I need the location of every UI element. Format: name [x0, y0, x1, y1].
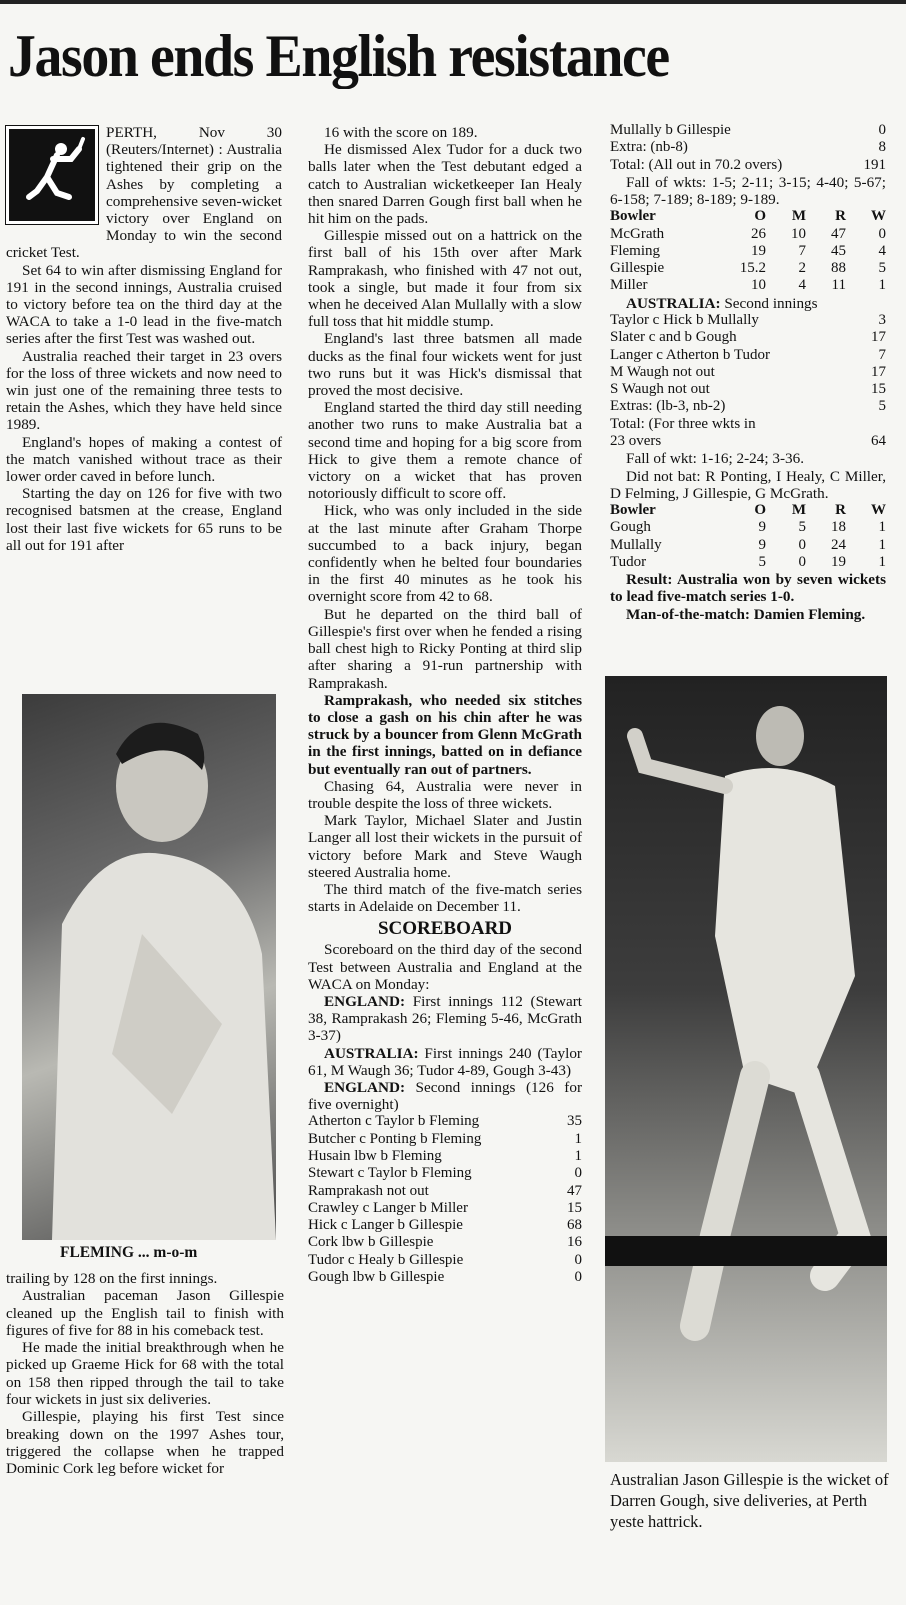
table-row	[610, 416, 886, 433]
paragraph: He made the initial breakthrough when he picked up Graeme Hick for 68 with the total on 158 then ripped through the tail to take four wickets in just six deliveries.	[6, 1339, 284, 1409]
table-row	[308, 1183, 582, 1200]
team-label: ENGLAND:	[324, 1078, 406, 1096]
total-overs: 23 overs	[610, 433, 662, 450]
column-header: M	[791, 208, 806, 225]
column-header: O	[754, 208, 766, 225]
table-row	[610, 226, 886, 243]
bowling-figure: 19	[831, 553, 846, 570]
bowling-figure: 26	[751, 225, 766, 242]
paragraph: But he departed on the third ball of Gillespie's first over when he fended a rising ball chest high to Ricky Ponting at third slip after sharing a 91-run partnership with Ramprakash.	[308, 605, 582, 692]
bowling-figure: 47	[831, 225, 846, 242]
bowling-figure: 15.2	[739, 260, 766, 277]
table-row	[610, 554, 886, 571]
table-row	[610, 381, 886, 398]
article-column-1	[6, 124, 282, 554]
batsman-dismissal: Cork lbw b Gillespie	[308, 1234, 434, 1251]
table-row	[308, 1252, 582, 1269]
bowling-figure: 9	[758, 536, 766, 553]
fall-of-wickets: Fall of wkt: 1-16; 2-24; 3-36.	[626, 450, 805, 468]
bowling-figure: 1	[878, 553, 886, 570]
table-row	[308, 1217, 582, 1234]
bowling-figure: 0	[798, 553, 806, 570]
bowling-figure: 0	[798, 536, 806, 553]
table-row	[610, 122, 886, 139]
batsman-dismissal: M Waugh not out	[610, 363, 715, 380]
article-column-2	[308, 124, 582, 1286]
batsman-dismissal: Husain lbw b Fleming	[308, 1147, 442, 1164]
paragraph: England's last three batsmen all made ducks as the final four wickets went for just two runs but it was Hick's dismissal that proved the most decisive.	[308, 330, 582, 400]
fleming-photo	[22, 694, 276, 1240]
bowler-name: McGrath	[610, 225, 665, 242]
batsman-runs: 0	[878, 122, 886, 138]
bowling-figure: 1	[878, 519, 886, 536]
batsman-runs: 16	[567, 1234, 582, 1251]
column-header: Bowler	[610, 208, 656, 225]
bowler-name: Miller	[610, 277, 648, 294]
batsman-dismissal: Butcher c Ponting b Fleming	[308, 1130, 482, 1147]
england-first-innings	[308, 993, 582, 1045]
batsman-dismissal: Total: (All out in 70.2 overs)	[610, 156, 783, 173]
article-column-1-continued	[6, 1270, 284, 1478]
table-row	[610, 398, 886, 415]
column-header: R	[835, 501, 846, 518]
table-row	[610, 347, 886, 364]
australia-batting-table	[610, 312, 886, 450]
batsman-runs: 0	[574, 1251, 582, 1268]
england-bowling-table	[610, 502, 886, 571]
paragraph: The third match of the five-match series starts in Adelaide on December 11.	[308, 880, 582, 916]
table-row	[308, 1200, 582, 1217]
column-header: Bowler	[610, 501, 656, 518]
top-rule	[0, 0, 906, 4]
cricket-batsman-icon	[6, 126, 98, 224]
bowling-figure: 5	[798, 519, 806, 536]
bowling-figure: 10	[751, 277, 766, 294]
batsman-runs: 35	[567, 1113, 582, 1130]
table-row	[308, 1148, 582, 1165]
table-row	[610, 519, 886, 536]
batsman-runs: 7	[878, 346, 886, 363]
bowling-figure: 1	[878, 536, 886, 553]
paragraph: Ramprakash, who needed six stitches to close a gash on his chin after he was struck by a bouncer from Glenn McGrath in the first innings, batted on in defiance but eventually ran out of partners.	[308, 691, 582, 778]
bowler-name: Gough	[610, 519, 651, 536]
match-result: Result: Australia won by seven wickets to lead five-match series 1-0.	[610, 571, 886, 606]
bowling-figure: 9	[758, 519, 766, 536]
team-label: ENGLAND:	[324, 992, 406, 1010]
batsman-dismissal: Extras: (lb-3, nb-2)	[610, 398, 726, 415]
batsman-dismissal: Crawley c Langer b Miller	[308, 1199, 468, 1216]
table-row	[610, 433, 886, 450]
paragraph: Mark Taylor, Michael Slater and Justin Langer all lost their wickets in the pursuit of victory before Mark and Steve Waugh steered Australia home.	[308, 812, 582, 881]
scoreboard-heading: SCOREBOARD	[377, 918, 513, 940]
column-header: O	[754, 501, 766, 518]
total-label: Total: (For three wkts in	[610, 415, 756, 432]
scoreboard-intro: Scoreboard on the third day of the second Test between Australia and England at the WACA on Monday:	[308, 941, 582, 993]
paragraph: 16 with the score on 189.	[324, 124, 478, 141]
bowling-figure: 2	[798, 260, 806, 277]
paragraph: Starting the day on 126 for five with two recognised batsmen at the crease, England lost their last five wickets for 65 runs to be all out for 191 after	[6, 485, 282, 554]
table-row	[610, 157, 886, 174]
bowling-figure: 45	[831, 242, 846, 259]
table-row	[308, 1234, 582, 1251]
batsman-dismissal: Langer c Atherton b Tudor	[610, 346, 770, 363]
photo-caption-left: FLEMING ... m-o-m	[60, 1244, 198, 1261]
batsman-runs: 3	[878, 311, 886, 328]
batsman-runs: 15	[567, 1199, 582, 1216]
bowling-figure: 5	[758, 553, 766, 570]
photo-caption-right: Australian Jason Gillespie is the wicket of Darren Gough, sive deliveries, at Perth yeste hattrick.	[610, 1470, 889, 1531]
team-label: AUSTRALIA:	[324, 1044, 419, 1062]
batsman-runs: 15	[871, 381, 886, 398]
bowling-figure: 5	[878, 260, 886, 277]
table-row	[308, 1165, 582, 1182]
batsman-dismissal: Mullally b Gillespie	[610, 122, 731, 138]
innings-summary: First innings 112 (Stewart 38, Ramprakash 26; Fleming 5-46, McGrath 3-37)	[308, 992, 582, 1045]
innings-summary: Second innings (126 for five overnight)	[308, 1078, 582, 1114]
column-header: W	[871, 208, 886, 225]
did-not-bat: Did not bat: R Ponting, I Healy, C Miller, D Felming, J Gillespie, G McGrath.	[610, 467, 886, 502]
batsman-dismissal: Atherton c Taylor b Fleming	[308, 1113, 480, 1130]
dateline-paragraph: PERTH, Nov 30 (Reuters/Internet) : Australia tightened their grip on the Ashes by completing a comprehensive seven-wicket victory over England on Monday to win the second cricket Test.	[6, 124, 282, 262]
australia-first-innings	[308, 1045, 582, 1079]
bowling-figure: 18	[831, 519, 846, 536]
table-row	[610, 329, 886, 346]
batsman-runs: 191	[863, 156, 886, 173]
batsman-runs: 68	[567, 1217, 582, 1234]
article-column-3	[610, 122, 886, 623]
bowling-figure: 0	[878, 225, 886, 242]
gillespie-photo	[605, 676, 887, 1462]
australia-bowling-table	[610, 208, 886, 294]
column-header: R	[835, 208, 846, 225]
team-label: AUSTRALIA:	[626, 294, 721, 312]
batsman-runs: 47	[567, 1182, 582, 1199]
batsman-runs: 0	[574, 1165, 582, 1182]
bowler-name: Gillespie	[610, 260, 665, 277]
fall-of-wickets: Fall of wkts: 1-5; 2-11; 3-15; 4-40; 5-67; 6-158; 7-189; 8-189; 9-189.	[610, 173, 886, 209]
total-runs: 64	[871, 433, 886, 450]
paragraph: Hick, who was only included in the side at the last minute after Graham Thorpe succumbed to a back injury, began confidently when he belted four boundaries in the first 40 minutes as he took his overnight score from 42 to 68.	[308, 502, 582, 606]
table-row	[308, 1131, 582, 1148]
batsman-runs: 8	[878, 139, 886, 156]
batsman-dismissal: Stewart c Taylor b Fleming	[308, 1165, 472, 1182]
bowling-figure: 4	[878, 242, 886, 259]
table-row	[610, 139, 886, 156]
paragraph: Gillespie, playing his first Test since breaking down on the 1997 Ashes tour, triggered the collapse when he trapped Dominic Cork leg before wicket for	[6, 1408, 284, 1478]
bowling-figure: 4	[798, 277, 806, 294]
table-row	[610, 364, 886, 381]
england-second-innings	[308, 1079, 582, 1113]
batsman-dismissal: Gough lbw b Gillespie	[308, 1269, 445, 1286]
table-row	[308, 1269, 582, 1286]
paragraph: England started the third day still needing another two runs to make Australia bat a second time and hoping for a big score from Hick to give them a remote chance of victory on a wicket that has proven notoriously difficult to score off.	[308, 399, 582, 503]
batsman-dismissal: Extra: (nb-8)	[610, 139, 688, 156]
paragraph: Australia reached their target in 23 overs for the loss of three wickets and now need to win just one of the remaining three tests to retain the Ashes, which they have held since 1989.	[6, 347, 282, 434]
bowling-figure: 88	[831, 260, 846, 277]
bowling-figure: 1	[878, 277, 886, 294]
batsman-runs: 1	[574, 1130, 582, 1147]
paragraph: Chasing 64, Australia were never in trouble despite the loss of three wickets.	[308, 777, 582, 812]
table-row	[610, 537, 886, 554]
table-row	[610, 312, 886, 329]
innings-summary: First innings 240 (Taylor 61, M Waugh 36; Tudor 4-89, Gough 3-43)	[308, 1044, 582, 1079]
paragraph: Set 64 to win after dismissing England for 191 in the second innings, Australia cruised to victory before tea on the third day at the WACA to take a 1-0 lead in the five-match series after the first Test was washed out.	[6, 261, 282, 348]
batsman-dismissal: Hick c Langer b Gillespie	[308, 1217, 463, 1234]
batsman-dismissal: Ramprakash not out	[308, 1182, 429, 1199]
batsman-dismissal: Taylor c Hick b Mullally	[610, 311, 759, 328]
batsman-runs: 0	[574, 1269, 582, 1286]
table-row	[610, 277, 886, 294]
paragraph: Australian paceman Jason Gillespie cleaned up the English tail to finish with figures of five for 88 in his comeback test.	[6, 1287, 284, 1339]
table-row	[308, 1113, 582, 1130]
table-row	[610, 243, 886, 260]
paragraph: He dismissed Alex Tudor for a duck two balls later when the Test debutant edged a catch to Australian wicketkeeper Ian Healy then snared Darren Gough first ball when he hit him on the pads.	[308, 141, 582, 228]
batsman-dismissal: S Waugh not out	[610, 381, 710, 398]
man-of-the-match: Man-of-the-match: Damien Fleming.	[626, 605, 866, 623]
column-header: M	[791, 501, 806, 518]
table-row	[610, 260, 886, 277]
batsman-runs: 1	[574, 1147, 582, 1164]
england-batting-table	[308, 1113, 582, 1286]
batsman-runs: 17	[871, 329, 886, 346]
england-batting-table-continued	[610, 122, 886, 174]
paragraph: Gillespie missed out on a hattrick on the first ball of his 15th over after Mark Ramprakash, who finished with 47 not out, took a single, but made it four from six when he deceived Alan Mullally with a slow full toss that hit middle stump.	[308, 227, 582, 331]
bowling-figure: 24	[831, 536, 846, 553]
paragraph: England's hopes of making a contest of the match vanished without trace as their lower order caved in before lunch.	[6, 433, 282, 486]
column-header: W	[871, 501, 886, 518]
innings-summary: Second innings	[720, 294, 818, 312]
headline: Jason ends English resistance	[8, 23, 669, 89]
bowler-name: Tudor	[610, 553, 647, 570]
paragraph: trailing by 128 on the first innings.	[6, 1270, 218, 1287]
batsman-runs: 17	[871, 363, 886, 380]
batsman-dismissal: Slater c and b Gough	[610, 329, 737, 346]
batsman-runs: 5	[878, 398, 886, 415]
bowler-name: Mullally	[610, 536, 662, 553]
bowling-figure: 19	[751, 242, 766, 259]
batsman-dismissal: Tudor c Healy b Gillespie	[308, 1251, 464, 1268]
bowler-name: Fleming	[610, 242, 661, 259]
bowling-figure: 10	[791, 225, 806, 242]
bowling-figure: 7	[798, 242, 806, 259]
bowling-figure: 11	[831, 277, 846, 294]
australia-second-innings	[610, 295, 886, 312]
